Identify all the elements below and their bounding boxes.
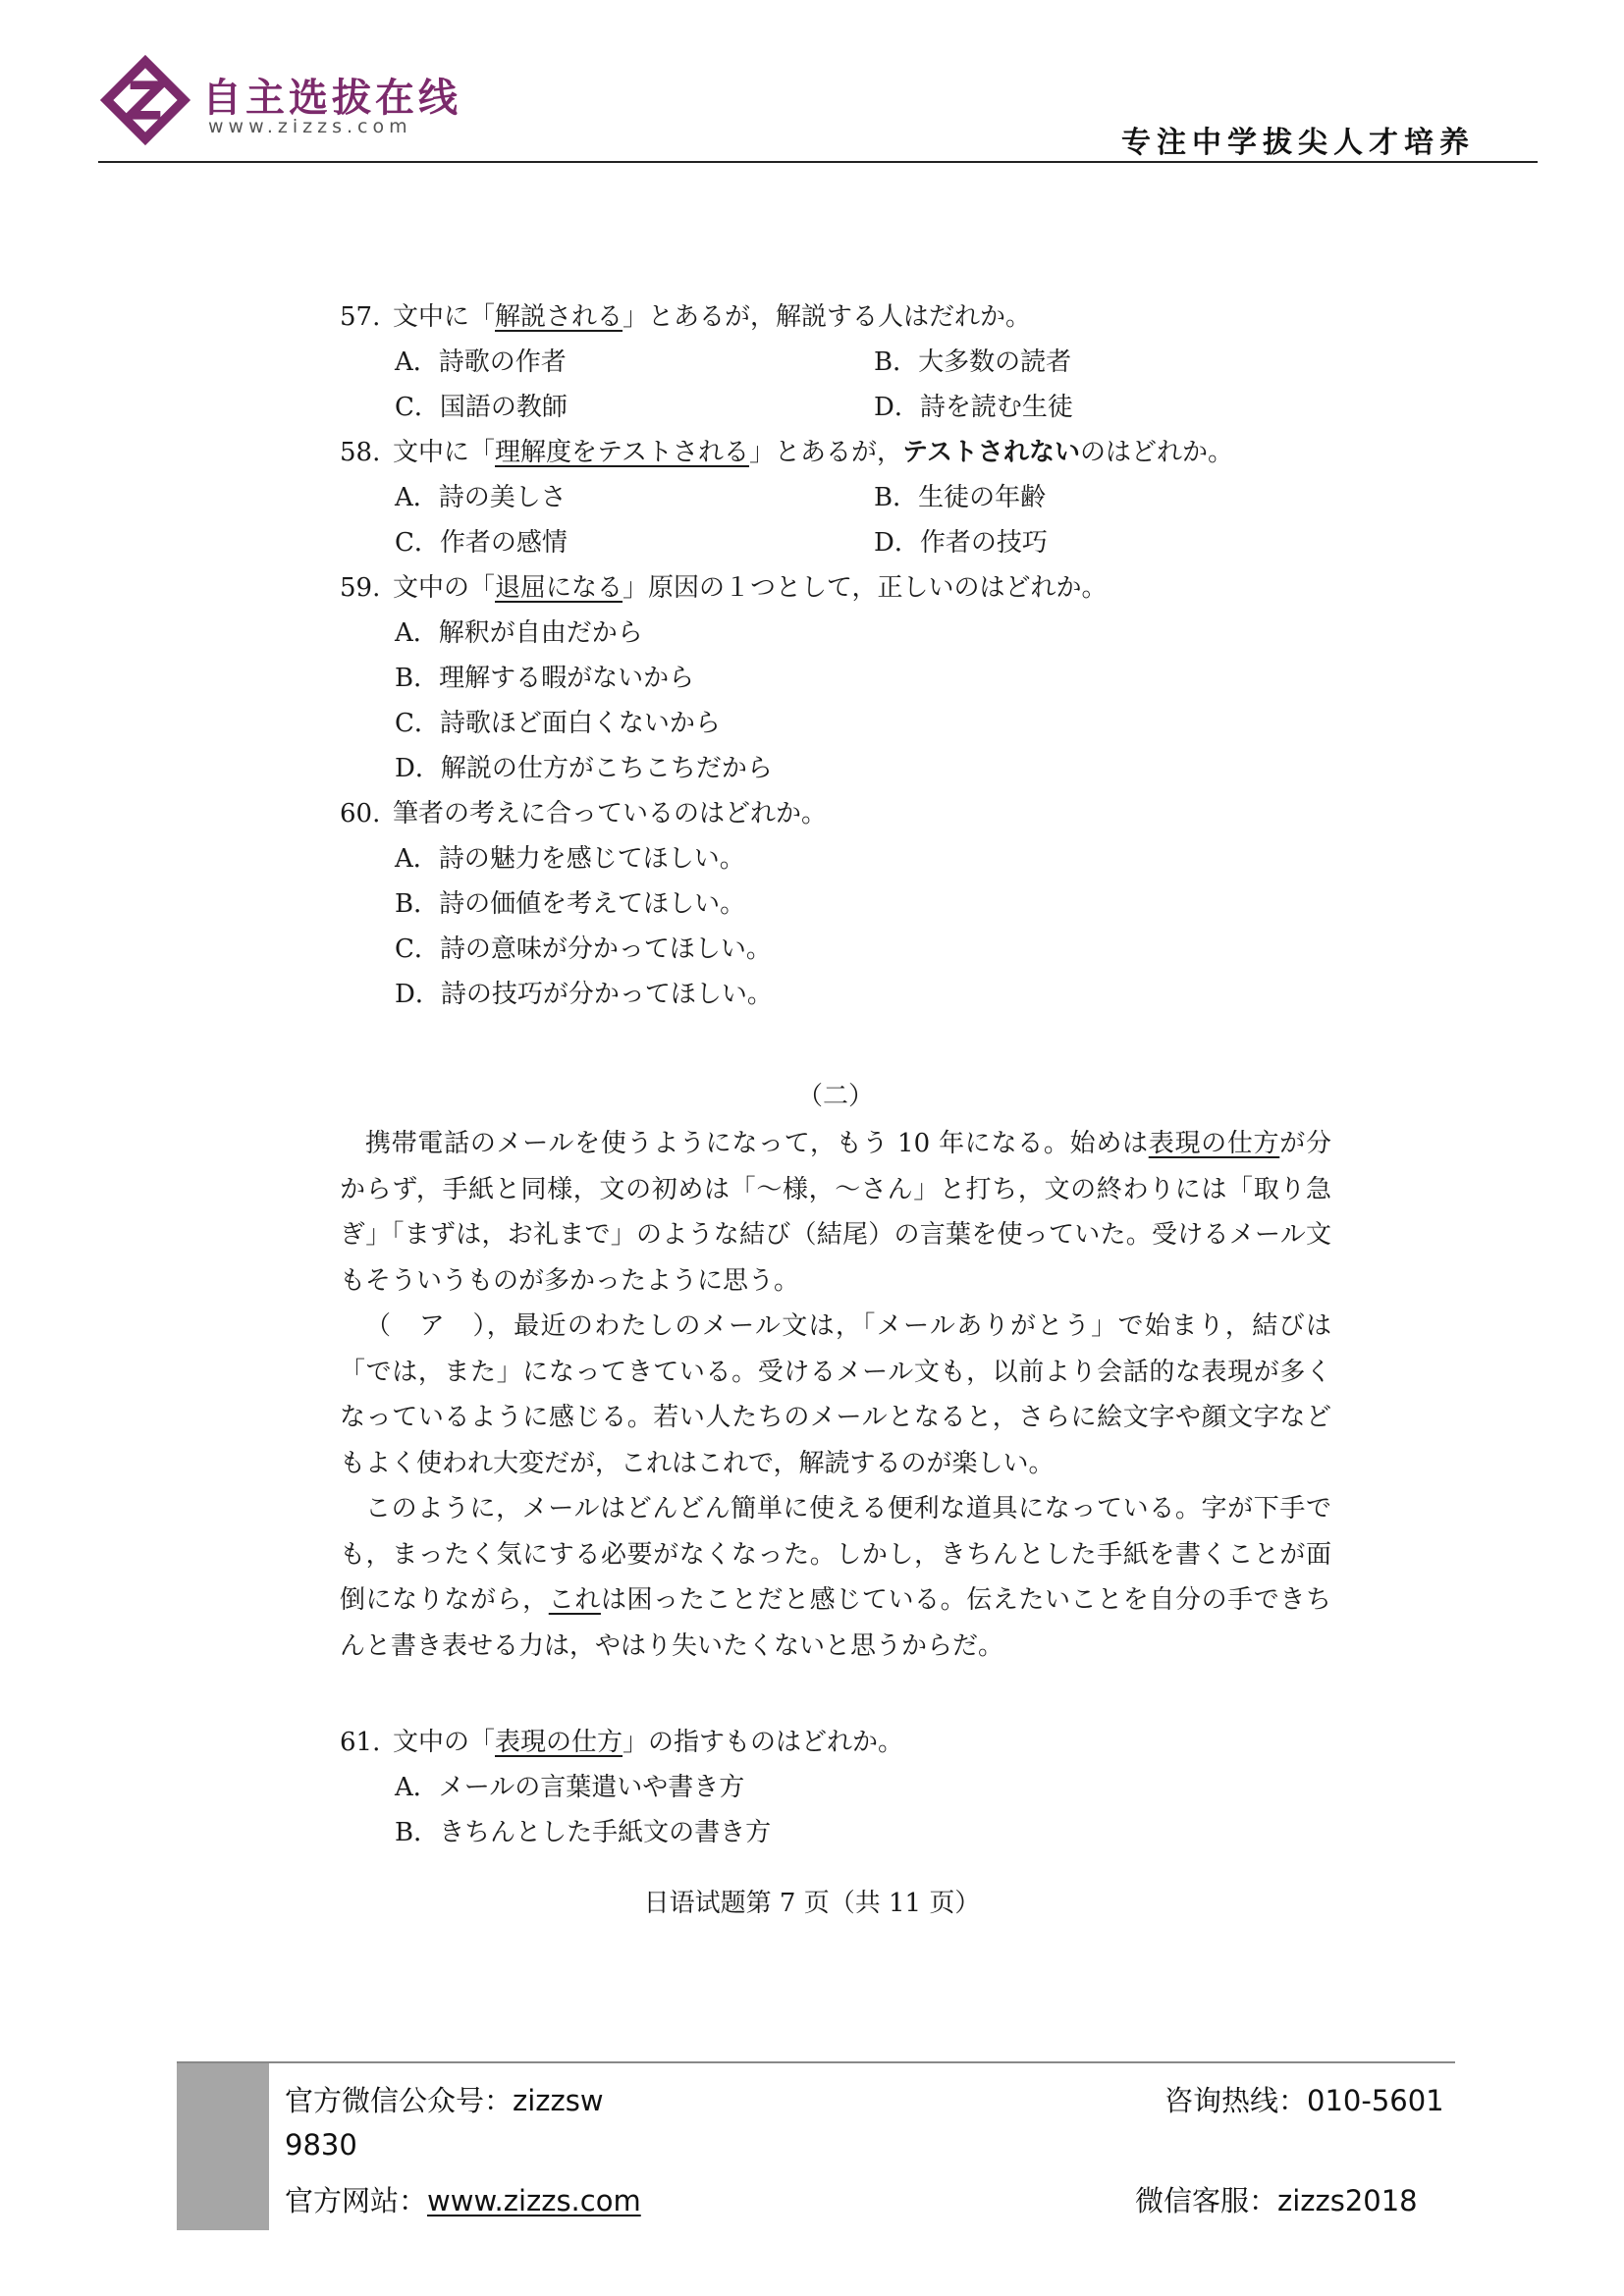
website-line: 官方网站：www.zizzs.com	[285, 2184, 641, 2217]
underlined-phrase: これ	[548, 1585, 601, 1615]
passage-paragraph-2: （ ア ），最近のわたしのメール文は，「メールありがとう」で始まり，結びは「では，また」になってきている。受けるメール文も，以前より会話的な表現が多くなっているように感じる。若い人たちのメールとなると，さらに絵文字や顔文字などもよく使われ大変だが，これはこれで，解読するのが楽しい。	[340, 1311, 1331, 1478]
option-a: A．メールの言葉遣いや書き方	[395, 1773, 745, 1802]
header-divider	[98, 161, 1538, 163]
underlined-phrase: 表現の仕方	[1148, 1129, 1280, 1158]
options-row	[340, 385, 1331, 430]
option-b: B．生徒の年齢	[874, 483, 1047, 512]
brand-url[interactable]: www.zizzs.com	[208, 116, 412, 137]
option-b: B．理解する暇がないから	[395, 664, 695, 693]
option-d: D．詩を読む生徒	[874, 393, 1073, 422]
slogan: 专注中学拔尖人才培养	[1121, 126, 1475, 160]
option-b: B．詩の価値を考えてほしい。	[395, 889, 746, 919]
website-link[interactable]: www.zizzs.com	[427, 2184, 641, 2217]
brand-name: 自主选拔在线	[202, 76, 461, 121]
question-61: 61. 文中の「表現の仕方」の指すものはどれか。	[340, 1728, 904, 1757]
underlined-phrase: 解説される	[495, 302, 623, 332]
underlined-phrase: 表現の仕方	[495, 1728, 623, 1757]
option-b: B．きちんとした手紙文の書き方	[395, 1818, 772, 1847]
section-title: （二）	[796, 1082, 874, 1111]
option-c: C．作者の感情	[395, 528, 568, 558]
page-number: 日语试题第 7 页（共 11 页）	[643, 1889, 981, 1918]
questions-part1	[340, 294, 1331, 1017]
underlined-phrase: 理解度をテストされる	[495, 438, 749, 467]
reading-passage	[340, 1121, 1331, 1669]
underlined-phrase: 退屈になる	[495, 573, 623, 603]
hotline: 咨询热线：010-5601	[1164, 2084, 1444, 2117]
option-b: B．大多数の読者	[874, 347, 1072, 377]
option-d: D．詩の技巧が分かってほしい。	[395, 980, 773, 1009]
question-58: 58. 文中に「理解度をテストされる」とあるが，テストされないのはどれか。	[340, 438, 1233, 467]
question-61-block	[340, 1720, 1331, 1855]
options-row	[340, 475, 1331, 520]
option-d: D．解説の仕方がこちこちだから	[395, 754, 773, 783]
wechat-account-wrap: 9830	[285, 2128, 357, 2162]
option-c: C．詩の意味が分かってほしい。	[395, 934, 772, 964]
question-59: 59. 文中の「退屈になる」原因の１つとして，正しいのはどれか。	[340, 573, 1108, 603]
options-row	[340, 340, 1331, 385]
zizzs-logo-icon	[98, 53, 192, 147]
wechat-service: 微信客服：zizzs2018	[1135, 2184, 1418, 2217]
option-a: A．詩歌の作者	[395, 347, 567, 377]
question-57: 57. 文中に「解説される」とあるが，解説する人はだれか。	[340, 302, 1032, 332]
option-a: A．詩の魅力を感じてほしい。	[395, 844, 745, 874]
passage-paragraph-3: このように，メールはどんどん簡単に使える便利な道具になっている。字が下手でも，まったく気にする必要がなくなった。しかし，きちんとした手紙を書くことが面倒になりながら，これは困ったことだと感じている。伝えたいことを自分の手できちんと書き表せる力は，やはり失いたくないと思うからだ。	[340, 1494, 1331, 1661]
option-c: C．国語の教師	[395, 393, 568, 422]
option-d: D．作者の技巧	[874, 528, 1048, 558]
options-row	[340, 520, 1331, 565]
option-a: A．解釈が自由だから	[395, 618, 643, 648]
wechat-account: 官方微信公众号：zizzsw	[285, 2084, 604, 2117]
bold-phrase: テストされない	[902, 438, 1080, 467]
banner-gray-block	[177, 2063, 269, 2230]
banner-divider	[177, 2061, 1455, 2063]
passage-paragraph-1: 携帯電話のメールを使うようになって，もう 10 年になる。始めは表現の仕方が分からず，手紙と同様，文の初めは「～様，～さん」と打ち，文の終わりには「取り急ぎ」「まずは，お礼まで」のような結び（結尾）の言葉を使っていた。受けるメール文もそういうものが多かったように思う。	[340, 1129, 1331, 1296]
option-a: A．詩の美しさ	[395, 483, 567, 512]
question-60: 60. 筆者の考えに合っているのはどれか。	[340, 799, 828, 828]
option-c: C．詩歌ほど面白くないから	[395, 709, 721, 738]
